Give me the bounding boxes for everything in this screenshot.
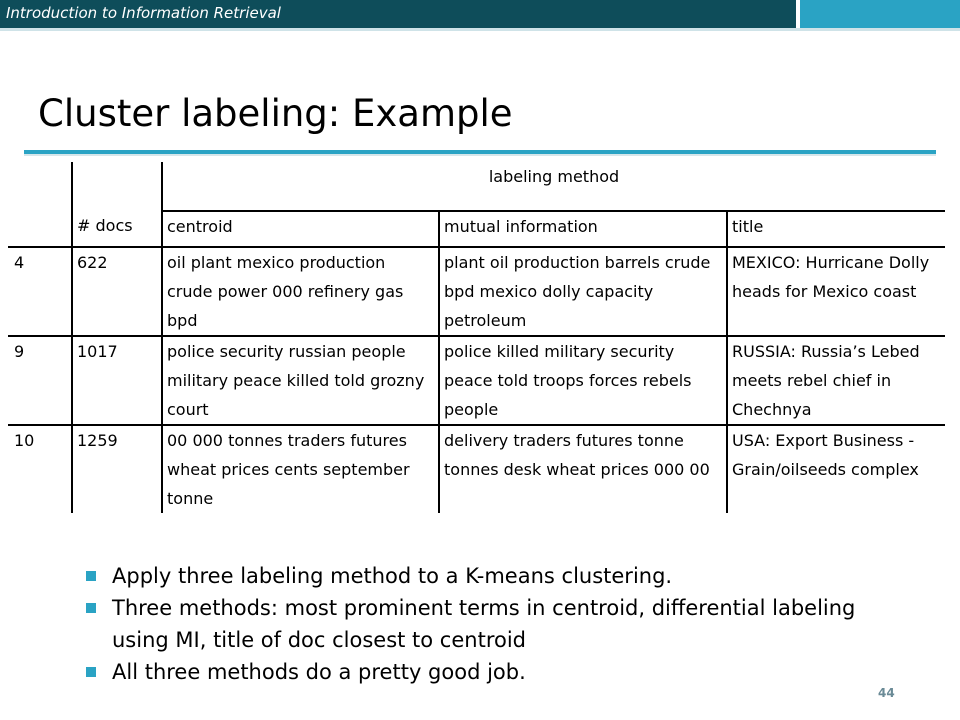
- page-number: 44: [878, 686, 895, 700]
- cell-title: RUSSIA: Russia’s Lebed meets rebel chief in Chechnya: [727, 336, 945, 425]
- column-header-docs: # docs: [72, 211, 162, 247]
- cell-docs: 1017: [72, 336, 162, 425]
- cell-mutual-information: police killed military security peace told troops forces rebels people: [439, 336, 727, 425]
- table-row: [8, 336, 945, 425]
- square-bullet-icon: [86, 667, 96, 677]
- column-header-centroid: centroid: [162, 211, 439, 247]
- table-group-header-row: [8, 162, 945, 211]
- header-accent-block: [800, 0, 960, 28]
- group-header-labeling-method: labeling method: [162, 162, 945, 211]
- table-row: [8, 425, 945, 513]
- cell-mutual-information: delivery traders futures tonne tonnes desk wheat prices 000 00: [439, 425, 727, 513]
- cell-centroid: police security russian people military peace killed told grozny court: [162, 336, 439, 425]
- cell-cluster: 10: [14, 431, 35, 450]
- cell-centroid: oil plant mexico production crude power 000 refinery gas bpd: [162, 247, 439, 336]
- cell-cluster: 9: [8, 336, 72, 425]
- cell-title: MEXICO: Hurricane Dolly heads for Mexico coast: [727, 247, 945, 336]
- cell-mutual-information: plant oil production barrels crude bpd mexico dolly capacity petroleum: [439, 247, 727, 336]
- bullet-text: Apply three labeling method to a K-means clustering.: [112, 564, 673, 588]
- bullet-item: [80, 592, 900, 656]
- bullet-item: [80, 656, 900, 688]
- header-bar: [0, 0, 800, 28]
- table-header-row: [8, 211, 945, 247]
- square-bullet-icon: [86, 571, 96, 581]
- cell-docs: 1259: [72, 425, 162, 513]
- square-bullet-icon: [86, 603, 96, 613]
- column-header-title: title: [727, 211, 945, 247]
- cell-cluster: 4: [8, 247, 72, 336]
- cell-title: USA: Export Business - Grain/oilseeds complex: [727, 425, 945, 513]
- bullet-text: Three methods: most prominent terms in centroid, differential labeling using MI, title of doc closest to centroid: [112, 596, 856, 652]
- title-underline-shadow: [24, 154, 936, 156]
- slide-title: Cluster labeling: Example: [38, 92, 513, 135]
- cell-centroid: 00 000 tonnes traders futures wheat prices cents september tonne: [162, 425, 439, 513]
- cluster-label-table: [8, 162, 945, 513]
- header-title: Introduction to Information Retrieval: [6, 4, 281, 22]
- cell-docs: 622: [72, 247, 162, 336]
- column-header-mutual-information: mutual information: [439, 211, 727, 247]
- table-row: [8, 247, 945, 336]
- bullet-list: [80, 560, 900, 688]
- bullet-text: All three methods do a pretty good job.: [112, 660, 526, 684]
- bullet-item: [80, 560, 900, 592]
- header-rule: [0, 28, 960, 31]
